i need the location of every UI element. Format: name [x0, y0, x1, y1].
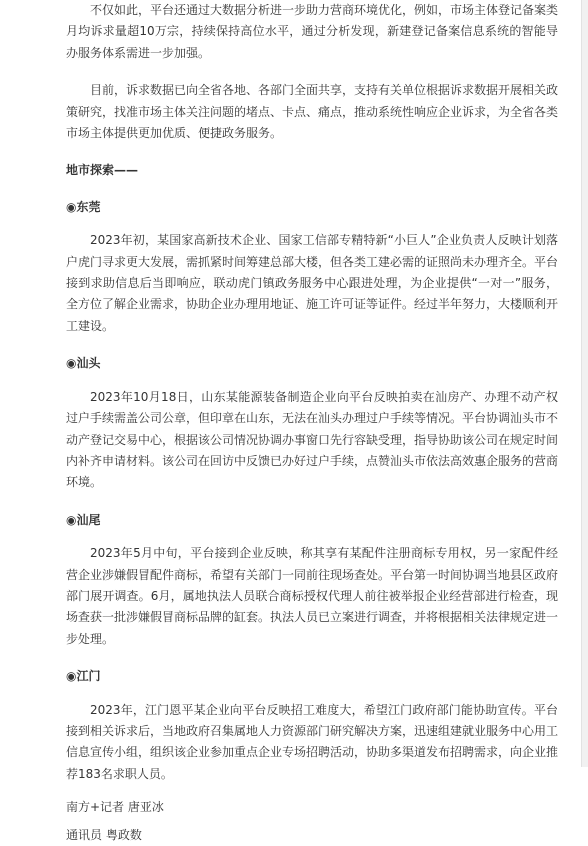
- spacer: [66, 688, 558, 700]
- case-text-shantou: 2023年10月18日，山东某能源装备制造企业向平台反映拍卖在汕房产、办理不动产权过户手续需盖公司公章，但印章在山东，无法在汕头办理过户手续等情况。平台协调汕头市不动产登记交易中心，根据该公司情况协调办事窗口先行容缺受理，指导协助该公司在规定时间内补齐申请材料。该公司在回访中反馈已办好过户手续，点赞汕头市依法高效惠企服务的营商环境。: [66, 389, 559, 490]
- spacer: [66, 375, 558, 387]
- byline-reporter: 南方+记者 唐亚冰: [66, 800, 164, 815]
- spacer: [66, 785, 558, 797]
- case-title-dongguan: ◉东莞: [66, 199, 101, 214]
- spacer: [66, 218, 558, 230]
- spacer: [66, 531, 558, 543]
- case-title-jiangmen: ◉江门: [66, 669, 101, 684]
- scrollbar-track[interactable]: [581, 0, 588, 767]
- paragraph-data-sharing: 目前，诉求数据已向全省各地、各部门全面共享，支持有关单位根据诉求数据开展相关政策研究，找准市场主体关注问题的堵点、卡点、痛点，推动系统性响应企业诉求，为全省各类市场主体提供更加优质、便捷政务服务。: [66, 83, 559, 141]
- spacer: [66, 337, 558, 353]
- byline-correspondent: 通讯员 粤政数: [66, 827, 142, 842]
- section-title: 地市探索——: [66, 163, 139, 178]
- paragraph-big-data: 不仅如此，平台还通过大数据分析进一步助力营商环境优化，例如，市场主体登记备案类月均诉求量超10万宗，持续保持高位水平，通过分析发现，新建登记备案信息系统的智能导办服务体系需进一步加强。: [66, 3, 559, 60]
- spacer: [66, 650, 558, 666]
- spacer: [66, 64, 558, 80]
- spacer: [66, 144, 558, 160]
- spacer: [66, 494, 558, 510]
- spacer: [66, 182, 558, 197]
- case-text-shanwei: 2023年5月中旬，平台接到企业反映，称其享有某配件注册商标专用权，另一家配件经营企业涉嫌假冒配件商标，希望有关部门一同前往现场查处。平台第一时间协调当地县区政府部门展开调查。6月，属地执法人员联合商标授权代理人前往被举报企业经营部进行检查，现场查获一批涉嫌假冒商标品牌的缸套。执法人员已立案进行调查，并将根据相关法律规定进一步处理。: [66, 546, 559, 646]
- case-title-shanwei: ◉汕尾: [66, 512, 101, 527]
- case-title-shantou: ◉汕头: [66, 356, 101, 371]
- case-text-jiangmen: 2023年，江门恩平某企业向平台反映招工难度大，希望江门政府部门能协助宣传。平台接到相关诉求后，当地政府召集属地人力资源部门研究解决方案，迅速组建就业服务中心用工信息宣传小组，组织该企业参加重点企业专场招聘活动，协助多渠道发布招聘需求，向企业推荐183名求职人员。: [66, 702, 559, 781]
- article-body: [66, 0, 558, 846]
- case-text-dongguan: 2023年初，某国家高新技术企业、国家工信部专精特新“小巨人”企业负责人反映计划落户虎门寻求更大发展，需抓紧时间筹建总部大楼，但各类工建必需的证照尚未办理齐全。平台接到求助信息后当即响应，联动虎门镇政务服务中心跟进处理，为企业提供“一对一”服务，全方位了解企业需求，协助企业办理用地证、施工许可证等证件。经过半年努力，大楼顺利开工建设。: [66, 233, 559, 333]
